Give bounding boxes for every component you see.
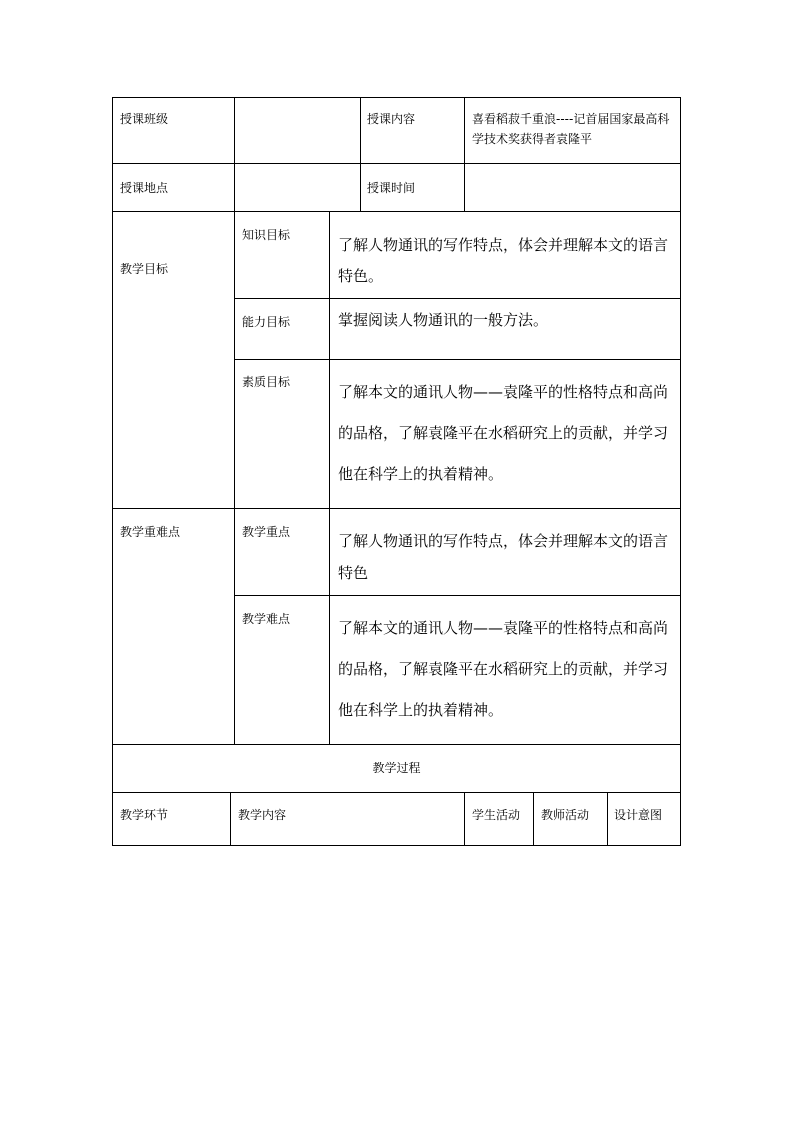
quality-goal-label: 素质目标 [242, 375, 291, 389]
content-value: 喜看稻菽千重浪----记首届国家最高科学技术奖获得者袁隆平 [472, 112, 670, 146]
focus-text: 了解人物通讯的写作特点，体会并理解本文的语言特色 [338, 532, 669, 582]
row-divider [112, 211, 681, 212]
difficulty-text: 了解本文的通讯人物——袁隆平的性格特点和高尚的品格，了解袁隆平在水稻研究上的贡献，并学习他在科学上的执着精神。 [338, 619, 669, 719]
knowledge-goal-text: 了解人物通讯的写作特点，体会并理解本文的语言特色。 [338, 236, 669, 285]
content-label: 授课内容 [367, 112, 416, 126]
key-points-label: 教学重难点 [120, 525, 181, 539]
row-divider [112, 744, 681, 745]
column-divider [329, 211, 330, 744]
difficulty-label: 教学难点 [242, 612, 291, 626]
table-border-top [112, 97, 681, 98]
goals-label: 教学目标 [120, 262, 169, 276]
ability-goal-label: 能力目标 [242, 315, 291, 329]
column-divider [607, 792, 608, 846]
class-label: 授课班级 [120, 112, 169, 126]
quality-goal-text: 了解本文的通讯人物——袁隆平的性格特点和高尚的品格，了解袁隆平在水稻研究上的贡献，并学习他在科学上的执着精神。 [338, 383, 669, 483]
process-col-stage: 教学环节 [120, 808, 169, 822]
row-divider [112, 792, 681, 793]
process-col-content: 教学内容 [238, 808, 287, 822]
place-label: 授课地点 [120, 181, 169, 195]
row-divider [112, 508, 681, 509]
row-divider [112, 163, 681, 164]
column-divider [464, 97, 465, 212]
column-divider [533, 792, 534, 846]
column-divider [360, 97, 361, 212]
knowledge-goal-label: 知识目标 [242, 228, 291, 242]
table-border-bottom [112, 845, 681, 846]
row-divider [234, 359, 681, 360]
column-divider [230, 792, 231, 846]
process-col-teacher: 教师活动 [541, 808, 590, 822]
process-col-intent: 设计意图 [614, 808, 663, 822]
table-border-left [112, 97, 113, 846]
row-divider [234, 298, 681, 299]
column-divider [234, 97, 235, 744]
row-divider [234, 595, 681, 596]
column-divider [464, 792, 465, 846]
time-label: 授课时间 [367, 181, 416, 195]
process-title: 教学过程 [372, 761, 421, 775]
process-col-student: 学生活动 [472, 808, 521, 822]
table-border-right [680, 97, 681, 846]
focus-label: 教学重点 [242, 525, 291, 539]
ability-goal-text: 掌握阅读人物通讯的一般方法。 [338, 311, 549, 329]
